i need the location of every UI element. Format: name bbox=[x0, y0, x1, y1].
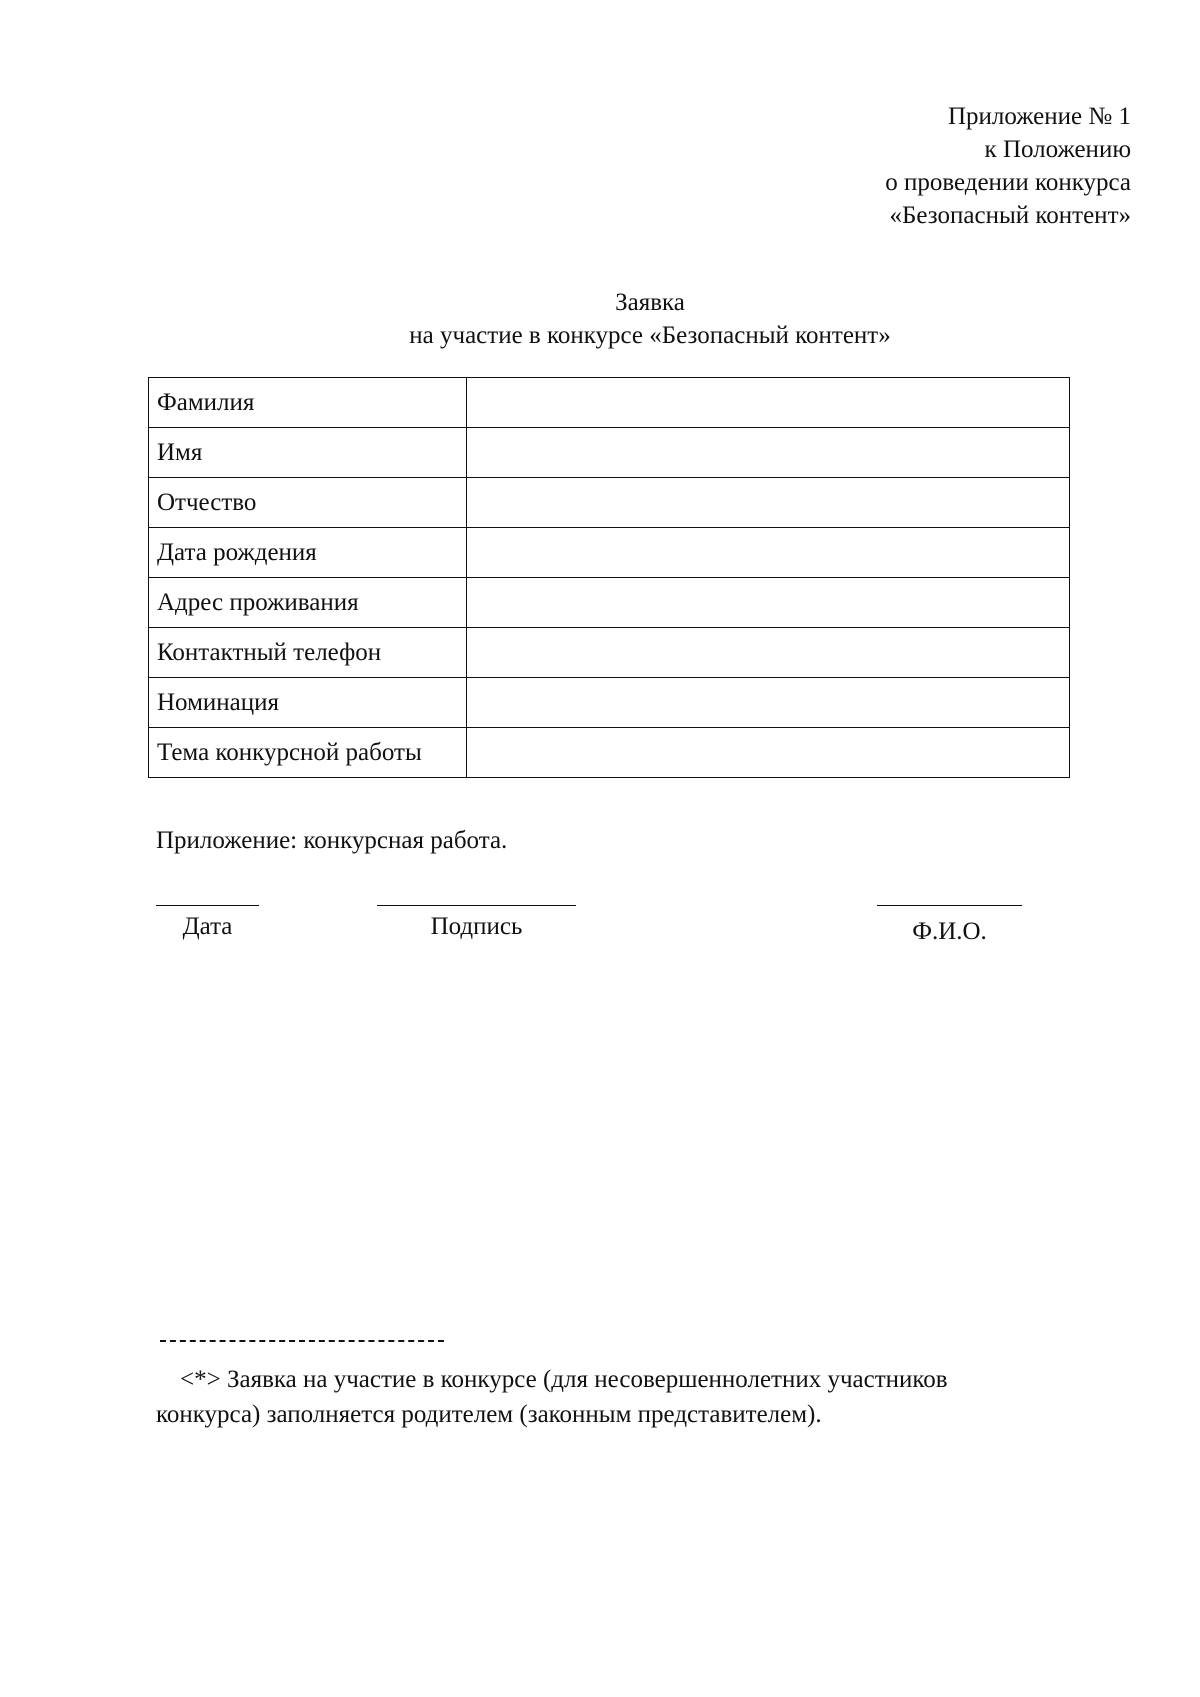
field-value-first-name[interactable] bbox=[467, 428, 1070, 478]
field-value-birth-date[interactable] bbox=[467, 528, 1070, 578]
field-label: Контактный телефон bbox=[149, 628, 467, 678]
field-label: Номинация bbox=[149, 678, 467, 728]
field-value-phone[interactable] bbox=[467, 628, 1070, 678]
document-title bbox=[200, 286, 1100, 352]
field-value-work-topic[interactable] bbox=[467, 728, 1070, 778]
field-value-surname[interactable] bbox=[467, 378, 1070, 428]
table-row bbox=[149, 578, 1070, 628]
field-label: Фамилия bbox=[149, 378, 467, 428]
field-value-address[interactable] bbox=[467, 578, 1070, 628]
application-form-table bbox=[148, 377, 1070, 778]
date-label: Дата bbox=[182, 913, 233, 940]
field-label: Имя bbox=[149, 428, 467, 478]
date-signature-line bbox=[156, 905, 259, 906]
table-row bbox=[149, 478, 1070, 528]
attachment-note: Приложение: конкурсная работа. bbox=[156, 827, 508, 854]
table-row bbox=[149, 428, 1070, 478]
field-value-patronymic[interactable] bbox=[467, 478, 1070, 528]
annex-line: к Положению bbox=[984, 136, 1131, 163]
table-row bbox=[149, 378, 1070, 428]
field-label: Дата рождения bbox=[149, 528, 467, 578]
table-row bbox=[149, 628, 1070, 678]
footnote-separator bbox=[160, 1340, 444, 1342]
footnote-line-2: конкурса) заполняется родителем (законным представителем). bbox=[156, 1401, 822, 1428]
table-row bbox=[149, 728, 1070, 778]
footnote-line-1: <*> Заявка на участие в конкурсе (для несовершеннолетних участников bbox=[180, 1366, 948, 1393]
title-line-1: Заявка bbox=[615, 289, 685, 316]
annex-line: Приложение № 1 bbox=[947, 103, 1131, 130]
full-name-label: Ф.И.О. bbox=[912, 918, 987, 945]
annex-line: «Безопасный контент» bbox=[889, 202, 1131, 229]
annex-reference bbox=[885, 100, 1131, 232]
name-signature-line bbox=[877, 905, 1022, 906]
field-label: Отчество bbox=[149, 478, 467, 528]
field-label: Адрес проживания bbox=[149, 578, 467, 628]
annex-line: о проведении конкурса bbox=[885, 169, 1131, 196]
signature-line bbox=[377, 905, 576, 906]
table-row bbox=[149, 528, 1070, 578]
footnote bbox=[156, 1362, 1056, 1432]
table-row bbox=[149, 678, 1070, 728]
title-line-2: на участие в конкурсе «Безопасный контент» bbox=[409, 322, 891, 349]
signature-label: Подпись bbox=[430, 913, 523, 940]
field-label: Тема конкурсной работы bbox=[149, 728, 467, 778]
field-value-nomination[interactable] bbox=[467, 678, 1070, 728]
